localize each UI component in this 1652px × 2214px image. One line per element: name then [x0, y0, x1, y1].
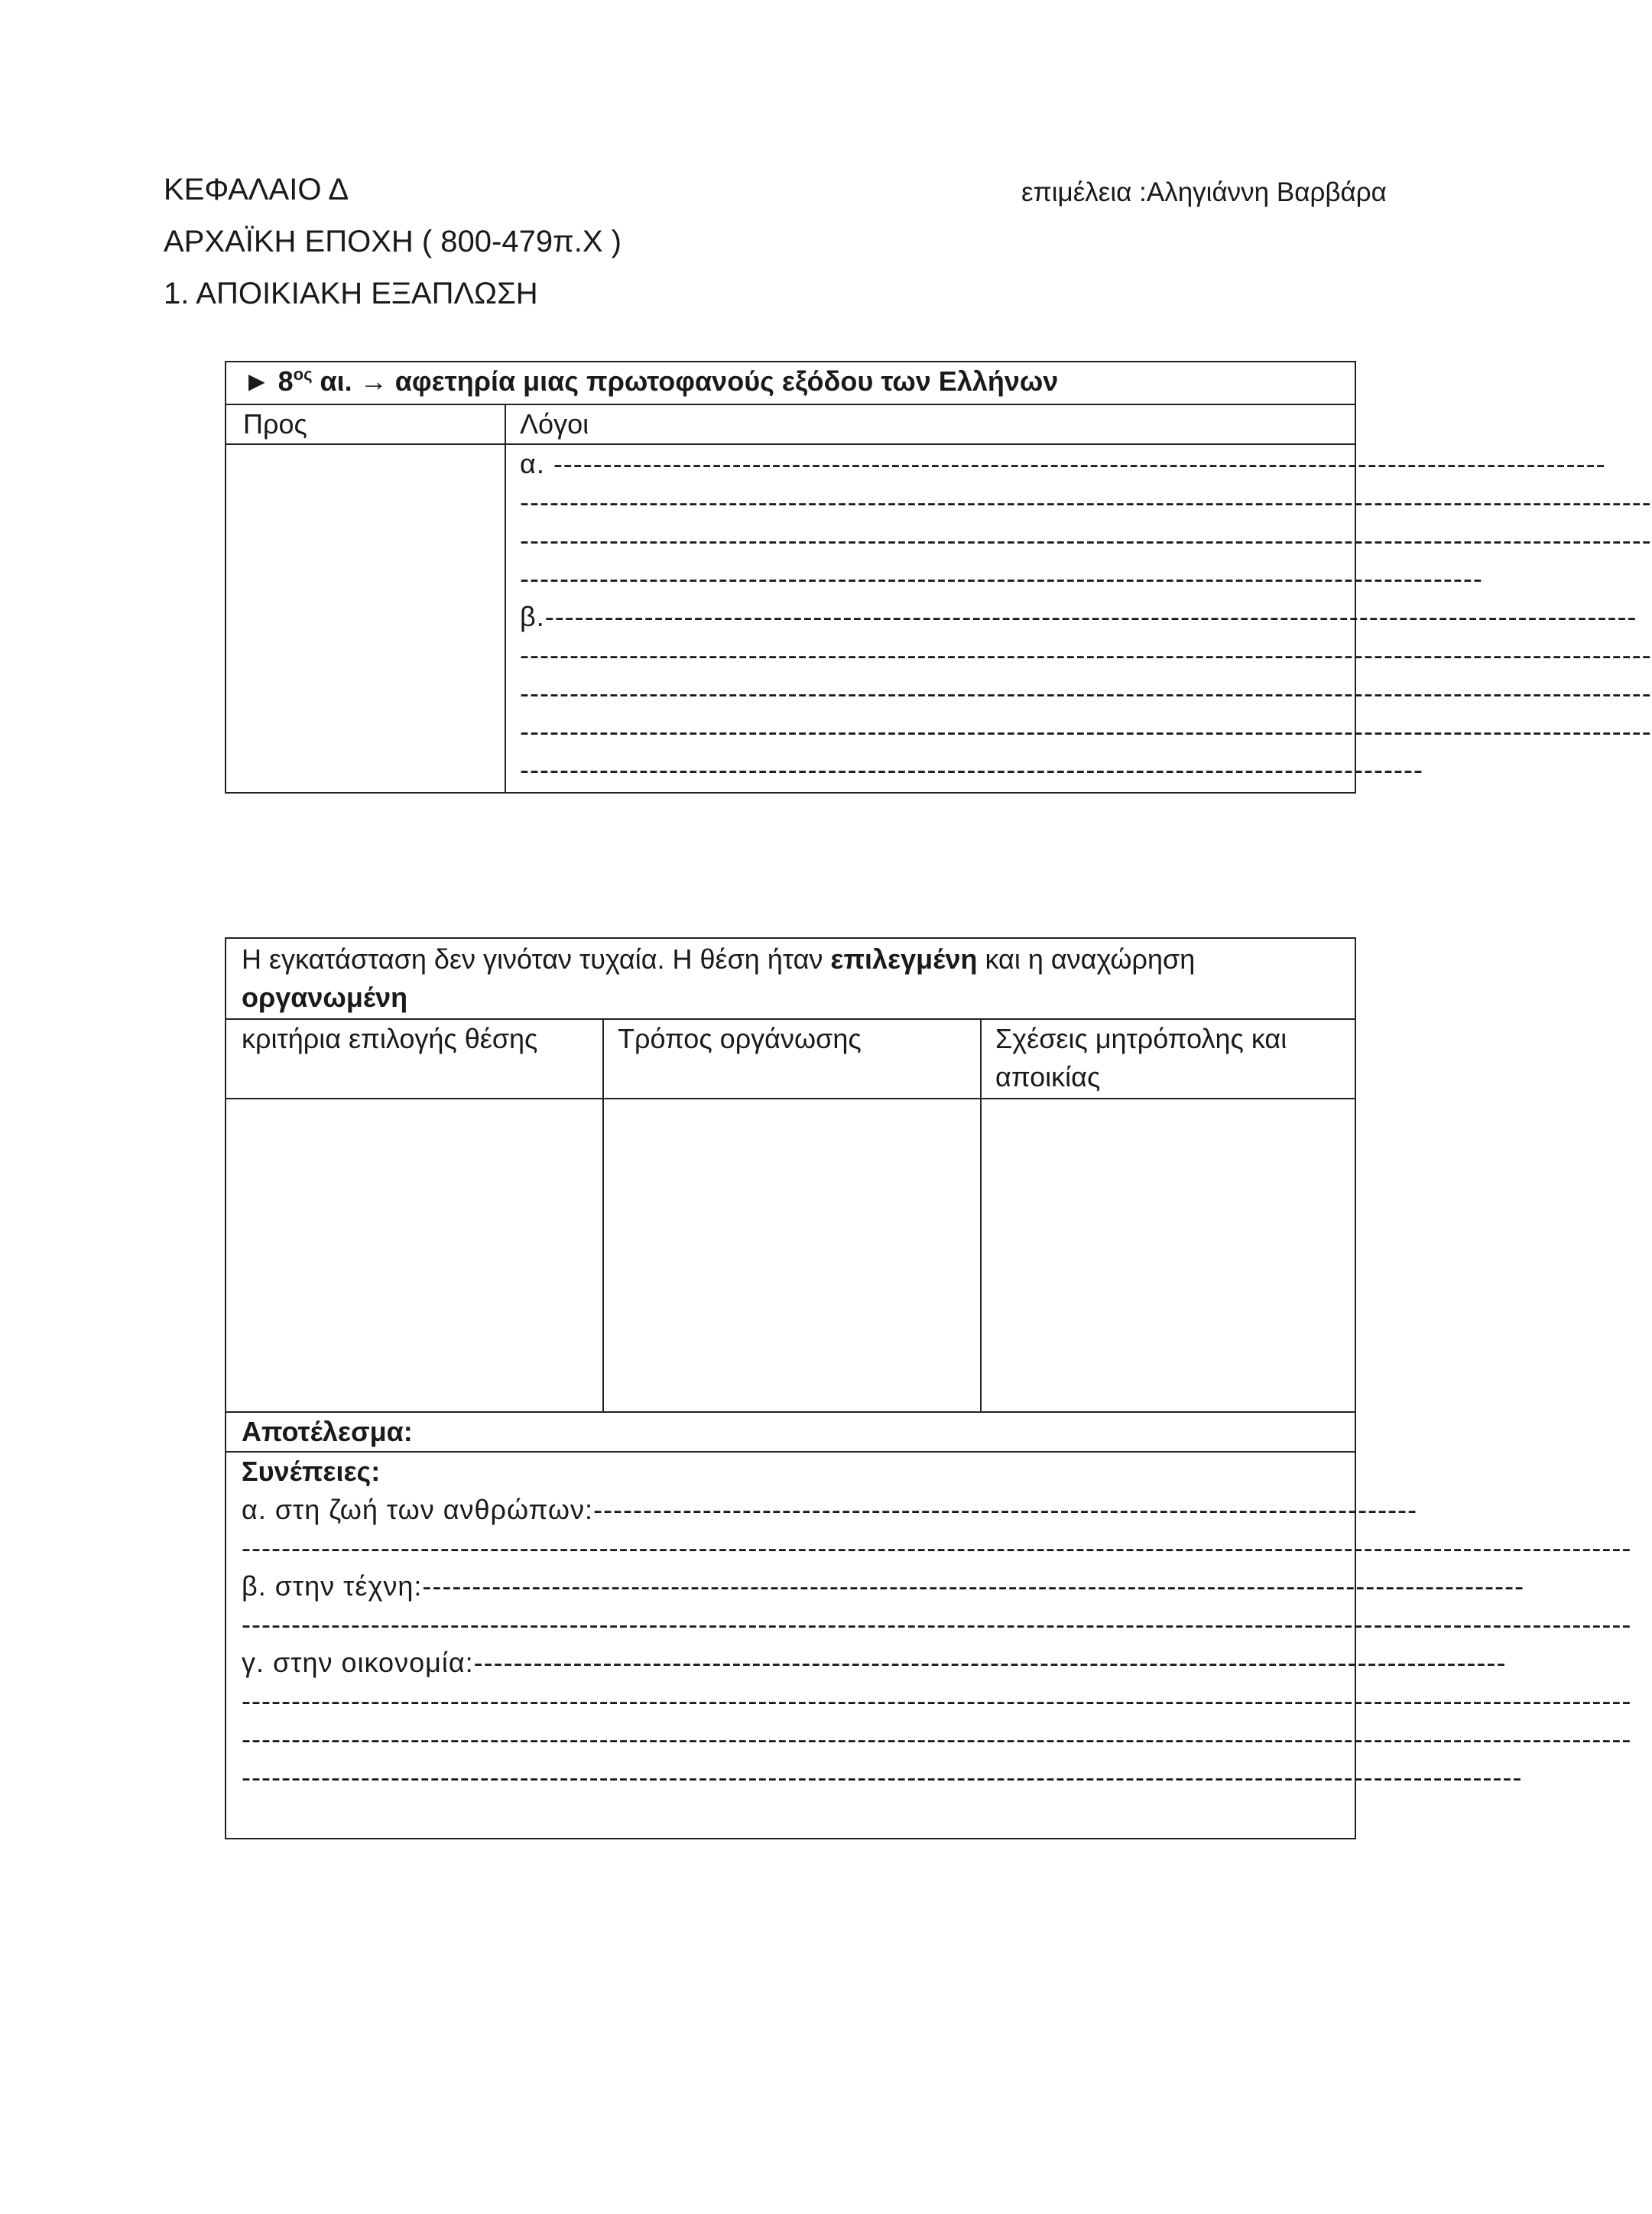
organization-answer-cell[interactable] [602, 1099, 980, 1411]
table1-title [243, 362, 1058, 401]
settlement-table [225, 937, 1632, 1839]
answer-line: ------------------------------------------------------------------------------------------------------------------ [520, 524, 1652, 556]
colonization-table [225, 361, 1652, 794]
header-logoi-cell [505, 405, 1355, 443]
consequences-row[interactable] [226, 1451, 1632, 1838]
header-pros: Προς [243, 408, 307, 440]
title-marker: ► 8 [243, 365, 294, 397]
consequence-line-a: α. στη ζωή των ανθρώπων:----------------------------------------------------------------------------------- [242, 1494, 1418, 1525]
consequence-line: -------------------------------------------------------------------------------------------------------------------------------------------- [242, 1723, 1632, 1755]
table1-title-row [226, 362, 1355, 404]
intro-bold-organized: οργανωμένη [242, 982, 408, 1013]
result-text: Αποτέλεσμα: [242, 1416, 413, 1447]
era-title: ΑΡΧΑΪΚΗ ΕΠΟΧΗ ( 800-479π.Χ ) [164, 225, 622, 258]
header-organization: Τρόπος οργάνωσης [618, 1023, 862, 1054]
title-text: αι. → αφετηρία μιας πρωτοφανούς εξόδου των Ελλήνων [312, 365, 1059, 397]
header-logoi: Λόγοι [520, 408, 589, 440]
table2-answer-row [226, 1098, 1355, 1411]
author-credit: επιμέλεια :Αληγιάννη Βαρβάρα [1021, 177, 1387, 207]
intro-text-2: και η αναχώρηση [977, 943, 1196, 975]
table1-body-row [226, 443, 1652, 792]
intro-bold-selected: επιλεγμένη [830, 943, 978, 975]
result-label [242, 1413, 413, 1451]
table2-intro-row [226, 939, 1355, 1018]
relations-answer-cell[interactable] [980, 1099, 1355, 1411]
header-relations-1: Σχέσεις μητρόπολης και [995, 1023, 1287, 1054]
logoi-answer-cell[interactable] [505, 445, 1652, 792]
header-relations-2: αποικίας [995, 1061, 1101, 1092]
section-title: 1. ΑΠΟΙΚΙΑΚΗ ΕΞΑΠΛΩΣΗ [164, 277, 538, 310]
answer-line: ------------------------------------------------------------------------------------------- [520, 754, 1423, 785]
header-relations-cell [980, 1020, 1355, 1098]
consequence-line-c: γ. στην οικονομία:-------------------------------------------------------------------------------------------------------- [242, 1647, 1507, 1678]
intro-text: Η εγκατάσταση δεν γινόταν τυχαία. Η θέση ήταν [242, 943, 831, 975]
answer-line-a: α. ---------------------------------------------------------------------------------------------------------- [520, 448, 1606, 479]
criteria-answer-cell[interactable] [226, 1099, 602, 1411]
chapter-title: ΚΕΦΑΛΑΙΟ Δ [164, 173, 349, 206]
answer-line: ------------------------------------------------------------------------------------------------- [520, 563, 1483, 594]
consequences-text: Συνέπειες: [242, 1456, 381, 1487]
title-superscript: ος [293, 365, 313, 384]
table1-header-row [226, 404, 1355, 443]
pros-answer-cell[interactable] [226, 445, 505, 792]
answer-line: ------------------------------------------------------------------------------------------------------------------ [520, 639, 1652, 670]
table2-header-row [226, 1018, 1355, 1098]
answer-line: ------------------------------------------------------------------------------------------------------------------ [520, 486, 1652, 518]
intro-line-1 [242, 940, 1195, 979]
header-criteria: κριτήρια επιλογής θέσης [242, 1023, 538, 1054]
consequence-line: -------------------------------------------------------------------------------------------------------------------------------------------- [242, 1685, 1632, 1716]
header-organization-cell [602, 1020, 980, 1098]
intro-line-2 [242, 979, 407, 1017]
answer-line: ------------------------------------------------------------------------------------------------------------------ [520, 716, 1652, 747]
answer-line: ------------------------------------------------------------------------------------------------------------------ [520, 677, 1652, 709]
consequences-label [242, 1453, 380, 1491]
consequence-line: -------------------------------------------------------------------------------------------------------------------------------------------- [242, 1609, 1632, 1640]
answer-line-b: β.-------------------------------------------------------------------------------------------------------------- [520, 601, 1637, 632]
consequence-line: -------------------------------------------------------------------------------------------------------------------------------------------- [242, 1532, 1632, 1563]
consequence-line: --------------------------------------------------------------------------------------------------------------------------------- [242, 1761, 1523, 1793]
consequence-line-b: β. στην τέχνη:--------------------------------------------------------------------------------------------------------------- [242, 1570, 1525, 1602]
result-row [226, 1411, 1355, 1451]
